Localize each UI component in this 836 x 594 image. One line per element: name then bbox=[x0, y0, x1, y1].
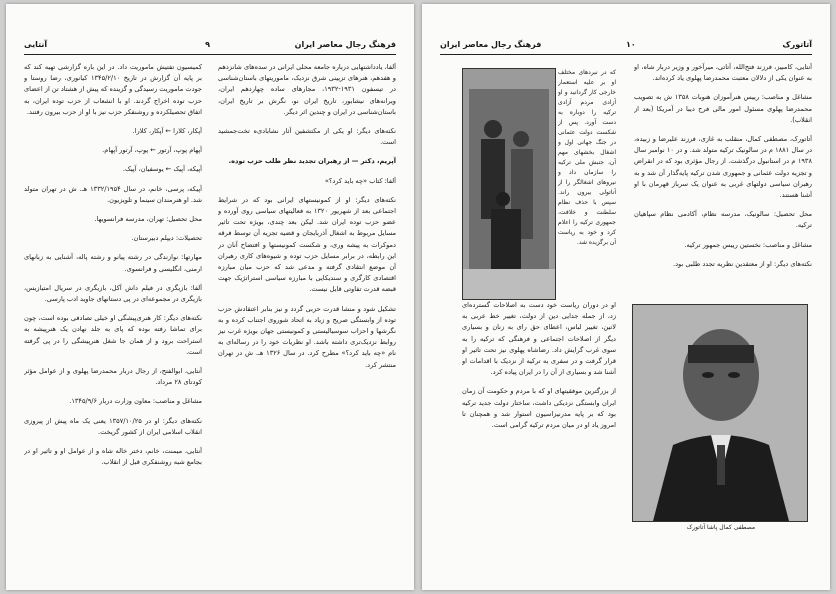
portrait-figure bbox=[633, 305, 807, 521]
paragraph: مشاغل و مناصب: نخستین رییس جمهور ترکیه. bbox=[684, 240, 812, 249]
historical-group-photo bbox=[462, 68, 556, 300]
paragraph: آلفا: بازیگری در فیلم داش آکل، بازیگری در سریال امتیازیس، بازیگری در مجموعه‌ای در پی دستانهای جاوید ادب پارسی. bbox=[24, 283, 202, 304]
page-number: ۱۰ bbox=[626, 40, 636, 49]
paragraph: آلفا، یادداشتهایی درباره جامعه محلی ایرانی در سده‌های شانزدهم و هفدهم، هنرهای تزیینی شرق نزدیک، ماموریتهای باستان‌شناسی در تیسفون ۱۹۳۱-۱۹۳۲، مجارهای ساده چهاردهم ایران، ویرانه‌های نیشابور، تاریخ ایران نو، نگرش بر تاریخ ایران، باستان‌شناسی در ایران و چندین اثر دیگر. bbox=[218, 63, 396, 116]
right-page bbox=[422, 4, 830, 590]
paragraph: نکته‌های دیگر: او از معتقدین نظریه تجدد طلبی بود. bbox=[672, 259, 812, 268]
paragraph: آپکار، کلارا ← آپکار، کلارا. bbox=[132, 127, 202, 136]
header-title: فرهنگ رجال معاصر ایران bbox=[440, 40, 542, 49]
paragraph: نکته‌های دیگر: او در ۱۳۵۷/۱۰/۲۵ یعنی یک ماه پیش از پیروزی انقلاب اسلامی ایران از کشور گریخت. bbox=[24, 416, 202, 436]
header-title: فرهنگ رجال معاصر ایران bbox=[294, 40, 396, 49]
paragraph: نکته‌های دیگر: کار هنری‌پیشگی او خیلی تصادفی بوده است، چون برای تماشا رفته بوده که پای به جلد نهادن یک هنرپیشه به استراحت برود و از همان جا شغل هنرپیشگی را در پی گرفته است. bbox=[24, 314, 202, 356]
paragraph: آلفا: کتاب «چه باید کرد؟» bbox=[324, 176, 396, 185]
paragraph: که در نبردهای مختلف او بر علیه استعمار خارجی کار گردانید و او آزادی مردم آزادی ترکیه را دوباره به دست آورد. پس از شکست دولت عثمانی در جنگ جهانی اول و اشغال بخشهای مهم آن، جنبش ملی ترکیه را سازمان داد و نیروهای اشغالگر را از آناتولی بیرون راند. سپس با حذف نظام سلطنت و خلافت، جمهوری ترکیه را اعلام کرد و خود به ریاست آن برگزیده شد. bbox=[558, 69, 616, 246]
paragraph: آپیکه، آپیک ← یوسفیان، آپیک. bbox=[122, 165, 202, 174]
left-page bbox=[6, 4, 414, 590]
column-right bbox=[218, 62, 396, 564]
paragraph: آنتایی، میمنت، خانم، دختر خاله شاه و از عوامل او و تاثیر او در بجامع شبه روشنفکری قبل از انقلاب. bbox=[24, 447, 202, 467]
group-photo-figures bbox=[463, 69, 555, 299]
photo-side-text bbox=[558, 68, 616, 290]
paragraph: مشاغل و مناصب: معاون وزارت دربار ۱۳۴۵/۹/۶. bbox=[69, 397, 202, 406]
page-number: ۹ bbox=[205, 40, 210, 49]
paragraph: آپریم، دکتر — از رهبران تجدید نظر طلب حزب توده. bbox=[228, 157, 396, 166]
paragraph: کمیسیون تفتیش ماموریت داد. در این باره گزارشی تهیه کند که بر پایه آن گزارش در تاریخ ۱۳۴۵/۲/۱۰ کیانوری، رضا روستا و جودت ماموریت رسیدگی و گزینده که پیش از هشتاد تن از اعضای حزب توده اخراج گردند. او با انشعاب از حزب توده ایران، به اتفاق تحصیلکرده و روشنفکر حزب نیز با او از حزب بیرون رفتند. bbox=[24, 63, 202, 116]
column-left bbox=[24, 62, 202, 564]
page-header bbox=[24, 40, 396, 55]
photo-caption: مصطفی کمال پاشا آتاتورک bbox=[686, 524, 756, 531]
paragraph: محل تحصیل: تهران، مدرسه فرانسویها. bbox=[94, 215, 202, 224]
column-right bbox=[634, 62, 812, 270]
column-main bbox=[462, 300, 616, 564]
paragraph: آنتایی، کامبیز، فرزند فتح‌الله، آتاتی، میرآخور و وزیر دربار شاه، او به عنوان یکی از دلالان معتبت محمدرضا پهلوی یاد کرده‌اند. bbox=[634, 63, 812, 83]
paragraph: نکته‌های دیگر: او یکی از مکتشفین آثار نشابادی‌ه تخت‌جمشید است. bbox=[218, 127, 396, 147]
paragraph: تشکیل شود و منشا قدرت حزبی گردد و نیز بنابر اعتقادش حزب توده از وابستگی صریح و زیاد به اتحاد شوروی اجتناب کرده و به نگرشها و احزاب سوسیالیستی و کمونیستی جهان بویژه غرب نیز روابط نزدیک‌تری داشته باشد. او نظریات خود را در رساله‌ای به نام «چه باید کرد؟» مطرح کرد. در سال ۱۳۲۶ هـ. ش در تهران منتشر کرد. bbox=[218, 304, 396, 369]
paragraph: از بزرگترین موفقیتهای او که با مردم و حکومت آن زمان ایران وابستگی نزدیکی داشت، ساختار دولت جدید ترکیه بود که بر پایه مدرنیزاسیون استوار شد و همچنان تا امروز یاد او در میان مردم ترکیه گرامی است. bbox=[462, 387, 616, 430]
ataturk-portrait-photo bbox=[632, 304, 808, 522]
paragraph: آتاتورک، مصطفی کمال، منقلب به غازی، فرزند علیرضا و زبیده، در سال ۱۸۸۱ م در سالونیک ترکیه متولد شد. و در ۱۰ نوامبر سال ۱۹۳۸ م در استانبول درگذشت. از رجال مؤثری بود که در انقراض و تجزیه دولت عثمانی و جمهوری شدن ترکیه پایه‌گذار آن شد و به رهبران سیاسی دولتهای غربی به عنوان یک سرباز قهرمان با او آشنا هستند. bbox=[634, 135, 812, 200]
paragraph: نکته‌های دیگر: او از کمونیستهای ایرانی بود که در شرایط اجتماعی بعد از شهریور ۱۳۲۰ به فعالیتهای سیاسی روی آورده و عضو حزب توده ایران شد. لیکن بعد چندی، بویژه تحت تاثیر مسایل مربوط به اشغال آذربایجان و قضیه تجزیه آن توسط فرقه دموکرات به پیشه وری، و شکست کمونیستها و افتضاح آنان در این رابطه، در برابر مسایل حزب توده و شیوه‌های کاری رهبران آن موضع انتقادی گرفته و مدعی شد که حزب میان مبارزه اقتصادی کارگری و سندیکایی با مبارزه سیاسی استراتژیک جهت قبضه قدرت تفاوتی قایل نیست. bbox=[218, 195, 396, 294]
paragraph: تحصیلات: دیپلم دبیرستان. bbox=[131, 234, 202, 243]
running-head: آنتایی bbox=[24, 40, 48, 49]
paragraph: مشاغل و مناصب: رییس هنرآموزان هنوبات ۱۳۵۸ ش به تصویب محمدرضا پهلوی مسئول امور مالی فرح دیبا در آمریکا (بعد از انقلاب). bbox=[634, 93, 812, 124]
page-header bbox=[440, 40, 812, 55]
running-head: آتاتورک bbox=[782, 40, 812, 49]
paragraph: آنتایی، ابوالفتح، از رجال دربار محمدرضا پهلوی و از عوامل مؤثر کودتای ۲۸ مرداد. bbox=[24, 367, 202, 387]
paragraph: محل تحصیل: سالونیک، مدرسه نظام، آکادمی نظام سپاهیان ترکیه. bbox=[634, 210, 812, 230]
paragraph: آپیکه، پرسی، خانم، در سال ۱۳۳۲/۱۹۵۴ هـ. ش در تهران متولد شد. او هنرمندان سینما و تلویزیون. bbox=[24, 184, 202, 204]
paragraph: آپهام پوپ، آرتور ← پوپ، آرتور آپهام. bbox=[102, 146, 202, 155]
paragraph: او در دوران ریاست خود دست به اصلاحات گسترده‌ای زد، از جمله جدایی دین از دولت، تغییر خط عربی به لاتین، تغییر لباس، اعطای حق رای به زنان و بسیاری دیگر از اصلاحات اجتماعی و فرهنگی که ترکیه را به سوی غرب گرایش داد. رضاشاه پهلوی نیز تحت تاثیر او قرار گرفت و در سفری به ترکیه از نزدیک با اقدامات او آشنا شد و بسیاری از آن را در ایران پیاده کرد. bbox=[462, 301, 616, 377]
paragraph: مهارتها: نوازندگی در رشته پیانو و رشته پاله، آشنایی به زبانهای ارمنی، انگلیسی و فرانسوی. bbox=[24, 253, 202, 273]
